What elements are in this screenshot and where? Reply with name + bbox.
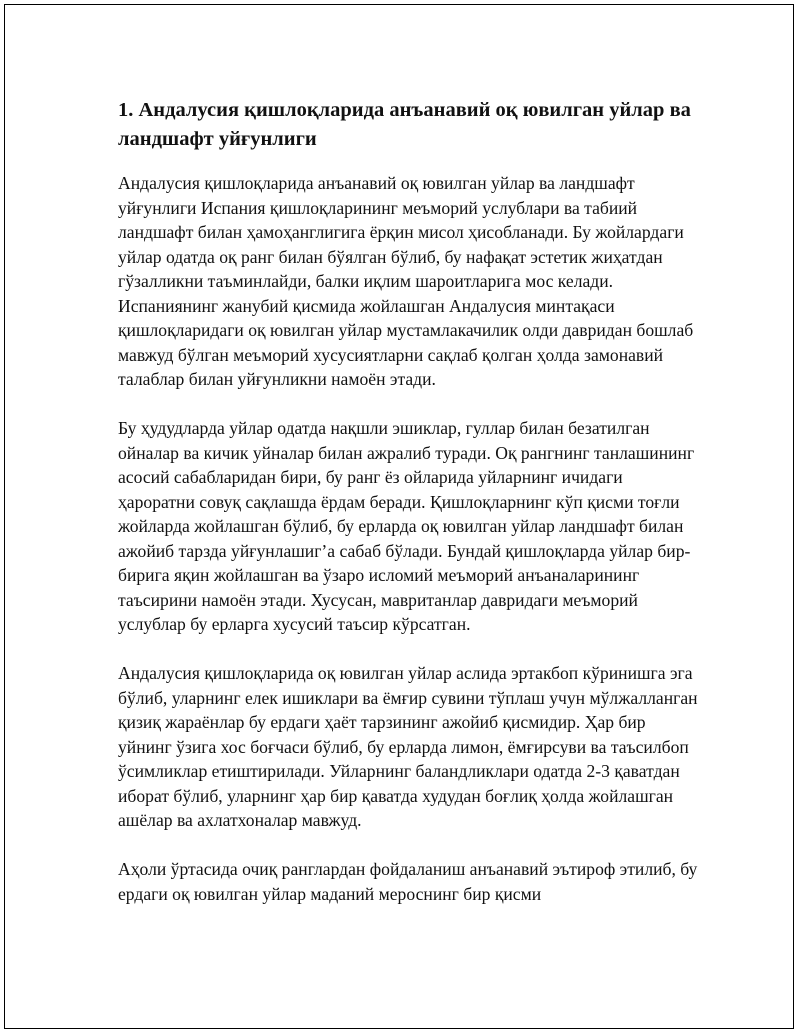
paragraph: Андалусия қишлоқларида анъанавий оқ ювилган уйлар ва ландшафт уйғунлиги Испания қишлоқларининг меъморий услублари ва табиий ландшафт билан ҳамоҳанглигига ёрқин мисол ҳисобланади. Бу жойлардаги уйлар одатда оқ ранг билан бўялган бўлиб, бу нафақат эстетик жиҳатдан гўзалликни таъминлайди, балки иқлим шароитларига мос келади. Испаниянинг жанубий қисмида жойлашган Андалусия минтақаси қишлоқларидаги оқ ювилган уйлар мустамлакачилик олди давридан бошлаб мавжуд бўлган меъморий хусусиятларни сақлаб қолган ҳолда замонавий талаблар билан уйғунликни намоён этади. — [118, 173, 694, 389]
section-heading: 1. Андалусия қишлоқларида анъанавий оқ ювилган уйлар ва ландшафт уйғунлиги — [118, 99, 691, 150]
paragraph: Бу ҳудудларда уйлар одатда нақшли эшиклар, гуллар билан безатилган ойналар ва кичик уйналар билан ажралиб туради. Оқ рангнинг танлашининг асосий сабабларидан бири, бу ранг ёз ойларида уйларнинг ичидаги ҳароратни совуқ сақлашда ёрдам беради. Қишлоқларнинг кўп қисми тоғли жойларда жойлашган бўлиб, бу ерларда оқ ювилган уйлар ландшафт билан ажойиб тарзда уйғунлашиг’а сабаб бўлади. Бундай қишлоқларда уйлар бир-бирига яқин жойлашган ва ўзаро исломий меъморий анъаналарининг таъсирини намоён этади. Хусусан, мавританлар давридаги меъморий услублар бу ерларга хусусий таъсир кўрсатган. — [118, 418, 695, 634]
document-body — [118, 96, 698, 931]
paragraph: Аҳоли ўртасида очиқ ранглардан фойдаланиш анъанавий эътироф этилиб, бу ердаги оқ ювилган уйлар маданий мероснинг бир қисми — [118, 859, 698, 904]
document-page — [4, 4, 794, 1029]
paragraph: Андалусия қишлоқларида оқ ювилган уйлар аслида эртакбоп кўринишга эга бўлиб, уларнинг елек ишиклари ва ёмғир сувини тўплаш учун мўлжалланган қизиқ жараёнлар бу ердаги ҳаёт тарзининг ажойиб қисмидир. Ҳар бир уйнинг ўзига хос боғчаси бўлиб, бу ерларда лимон, ёмғирсуви ва таъсилбоп ўсимликлар етиштирилади. Уйларнинг баландликлари одатда 2-3 қаватдан иборат бўлиб, уларнинг ҳар бир қаватда худудан боғлиқ ҳолда жойлашган ашёлар ва ахлатхоналар мавжуд. — [118, 663, 698, 830]
